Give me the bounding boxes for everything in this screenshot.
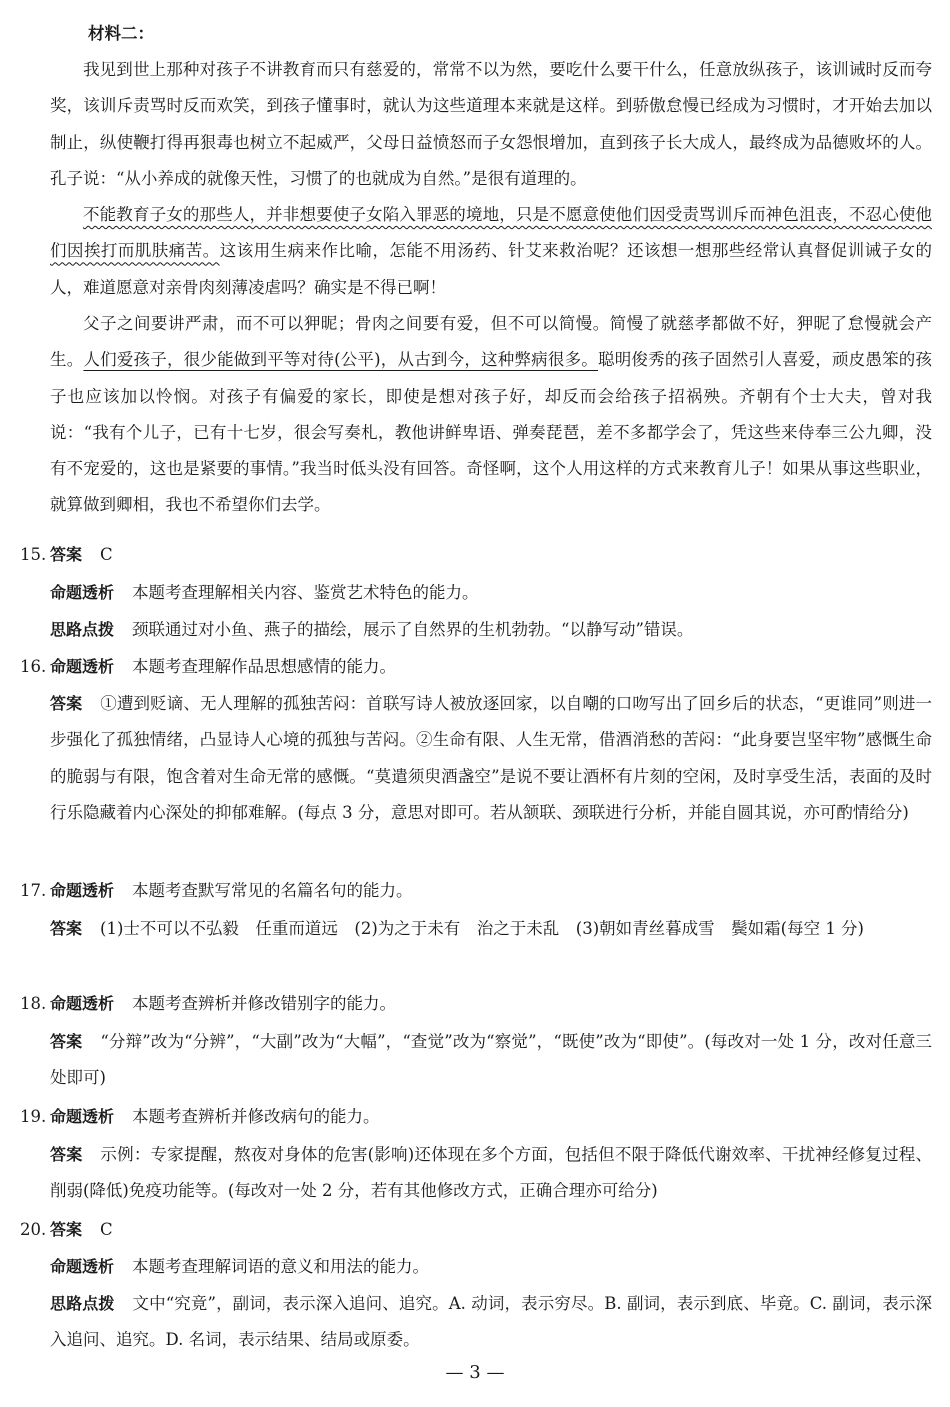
q19-analysis xyxy=(50,1099,932,1135)
question-number: 16. xyxy=(20,657,47,676)
analysis-text: 本题考查理解作品思想感情的能力。 xyxy=(132,657,397,676)
hint-text: 颈联通过对小鱼、燕子的描绘，展示了自然界的生机勃勃。“以静写动”错误。 xyxy=(132,620,694,639)
analysis-label: 命题透析 xyxy=(50,881,115,900)
q15-answer xyxy=(50,537,932,573)
answer-text: ①遭到贬谪、无人理解的孤独苦闷：首联写诗人被放逐回家，以自嘲的口吻写出了回乡后的状态，“更谁同”则进一步强化了孤独情绪，凸显诗人心境的孤独与苦闷。②生命有限、人生无常，借酒消愁的苦闷：“此身要岂坚牢物”感慨生命的脆弱与有限，饱含着对生命无常的感慨。“莫遣须臾酒盏空”是说不要让酒杯有片刻的空闲，及时享受生活，表面的及时行乐隐藏着内心深处的抑郁难解。(每点 3 分，意思对即可。若从颔联、颈联进行分析，并能自圆其说，亦可酌情给分) xyxy=(50,694,932,822)
analysis-text: 本题考查默写常见的名篇名句的能力。 xyxy=(132,881,413,900)
answer-label: 答案 xyxy=(50,1032,83,1051)
q18-answer xyxy=(50,1024,932,1097)
paragraph-text: 聪明俊秀的孩子固然引人喜爱，顽皮愚笨的孩子也应该加以怜悯。对孩子有偏爱的家长，即使是想对孩子好，却反而会给孩子招祸殃。齐朝有个士大夫，曾对我说：“我有个儿子，已有十七岁，很会写奏札，教他讲鲜卑语、弹奏琵琶，差不多都学会了，凭这些来侍奉三公九卿，没有不宠爱的，这也是紧要的事情。”我当时低头没有回答。奇怪啊，这个人用这样的方式来教育儿子！如果从事这些职业，就算做到卿相，我也不希望你们去学。 xyxy=(50,350,933,515)
question-number: 17. xyxy=(20,881,47,900)
paragraph-text: 父子之间要讲严肃，而不可以狎昵；骨肉之间要有爱，但不可以简慢。简慢了就慈孝都做不好，狎昵了怠慢就会产生。 xyxy=(50,314,932,370)
answer-label: 答案 xyxy=(50,694,83,713)
q16-answer xyxy=(50,686,932,831)
answer-value: C xyxy=(100,1220,113,1239)
material-paragraph-3 xyxy=(50,306,932,524)
answer-text: (1)士不可以不弘毅 任重而道远 (2)为之于未有 治之于未乱 (3)朝如青丝暮成雪 鬓如霜(每空 1 分) xyxy=(100,919,864,938)
analysis-text: 本题考查理解词语的意义和用法的能力。 xyxy=(132,1257,430,1276)
answer-label: 答案 xyxy=(50,545,83,564)
answer-text: 示例：专家提醒，熬夜对身体的危害(影响)还体现在多个方面，包括但不限于降低代谢效率、干扰神经修复过程、削弱(降低)免疫功能等。(每改对一处 2 分，若有其他修改方式，正确合理亦可给分) xyxy=(50,1145,932,1201)
material-title: 材料二： xyxy=(88,24,154,43)
material-paragraph-2 xyxy=(50,197,932,306)
analysis-label: 命题透析 xyxy=(50,994,115,1013)
hint-text: 文中“究竟”，副词，表示深入追问、追究。A. 动词，表示穷尽。B. 副词，表示到底、毕竟。C. 副词，表示深入追问、追究。D. 名词，表示结果、结局或原委。 xyxy=(50,1294,932,1350)
q15-analysis xyxy=(50,575,932,611)
answer-text: “分辩”改为“分辨”，“大副”改为“大幅”，“查觉”改为“察觉”，“既使”改为“即使”。(每改对一处 1 分，改对任意三处即可) xyxy=(50,1032,932,1088)
hint-label: 思路点拨 xyxy=(50,1294,115,1313)
q20-answer xyxy=(50,1212,932,1248)
answer-label: 答案 xyxy=(50,1145,83,1164)
page-number: — 3 — xyxy=(445,1362,505,1383)
analysis-label: 命题透析 xyxy=(50,1107,115,1126)
analysis-label: 命题透析 xyxy=(50,583,115,602)
analysis-text: 本题考查辨析并修改错别字的能力。 xyxy=(132,994,397,1013)
q17-answer xyxy=(50,911,932,947)
q18-analysis xyxy=(50,986,932,1022)
analysis-label: 命题透析 xyxy=(50,1257,115,1276)
underlined-sentence: 不能教育子女的那些人，并非想要使子女陷入罪恶的境地，只是不愿意使他们因受责骂训斥而神色沮丧，不忍心使他们因挨打而肌肤痛苦。 xyxy=(50,205,932,261)
paragraph-text: 这该用生病来作比喻，怎能不用汤药、针艾来救治呢？还该想一想那些经常认真督促训诫子女的人，难道愿意对亲骨肉刻薄凌虐吗？确实是不得已啊！ xyxy=(50,241,933,297)
q16-analysis xyxy=(50,649,932,685)
analysis-text: 本题考查辨析并修改病句的能力。 xyxy=(132,1107,380,1126)
underlined-sentence: 人们爱孩子，很少能做到平等对待(公平)，从古到今，这种弊病很多。 xyxy=(83,350,599,370)
question-number: 15. xyxy=(20,545,47,564)
analysis-label: 命题透析 xyxy=(50,657,115,676)
answer-label: 答案 xyxy=(50,1220,83,1239)
analysis-text: 本题考查理解相关内容、鉴赏艺术特色的能力。 xyxy=(132,583,479,602)
answer-label: 答案 xyxy=(50,919,83,938)
q20-analysis xyxy=(50,1249,932,1285)
q19-answer xyxy=(50,1137,932,1210)
q17-analysis xyxy=(50,873,932,909)
question-number: 18. xyxy=(20,994,47,1013)
answer-value: C xyxy=(100,545,113,564)
question-number: 20. xyxy=(20,1220,47,1239)
question-number: 19. xyxy=(20,1107,47,1126)
hint-label: 思路点拨 xyxy=(50,620,115,639)
q20-hint xyxy=(50,1286,932,1359)
material-paragraph-1: 我见到世上那种对孩子不讲教育而只有慈爱的，常常不以为然，要吃什么要干什么，任意放纵孩子，该训诫时反而夸奖，该训斥责骂时反而欢笑，到孩子懂事时，就认为这些道理本来就是这样。到骄傲怠慢已经成为习惯时，才开始去加以制止，纵使鞭打得再狠毒也树立不起威严，父母日益愤怒而子女怨恨增加，直到孩子长大成人，最终成为品德败坏的人。孔子说：“从小养成的就像天性，习惯了的也就成为自然。”是很有道理的。 xyxy=(50,60,932,188)
q15-hint xyxy=(50,612,932,648)
